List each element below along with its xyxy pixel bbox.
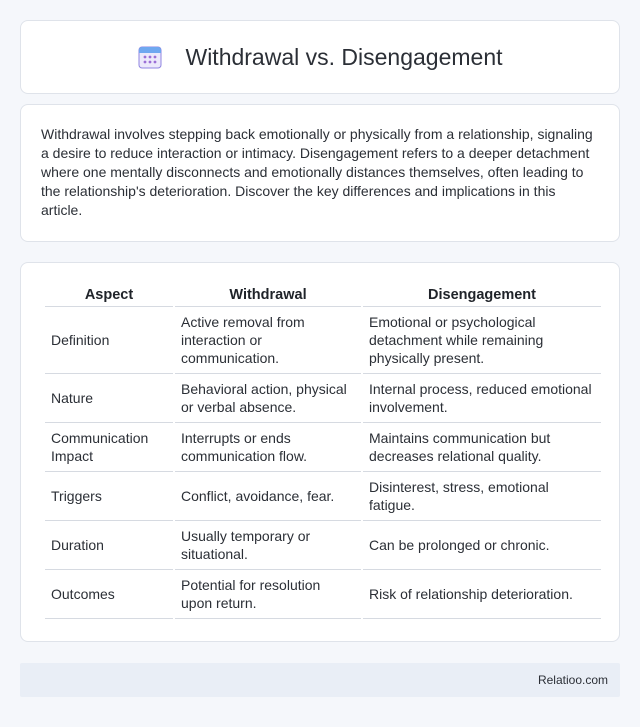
page-title: Withdrawal vs. Disengagement: [185, 43, 503, 70]
footer-brand[interactable]: Relatioo.com: [537, 673, 608, 687]
intro-card: [20, 104, 620, 242]
cell-disengagement: Maintains communication but decreases relational quality.: [363, 423, 601, 472]
cell-aspect: Definition: [45, 307, 173, 374]
cell-withdrawal: Interrupts or ends communication flow.: [175, 423, 361, 472]
cell-disengagement: Internal process, reduced emotional involvement.: [363, 374, 601, 423]
cell-aspect: Triggers: [45, 472, 173, 521]
cell-withdrawal: Potential for resolution upon return.: [175, 570, 361, 619]
cell-withdrawal: Behavioral action, physical or verbal absence.: [175, 374, 361, 423]
cell-aspect: Nature: [45, 374, 173, 423]
cell-disengagement: Disinterest, stress, emotional fatigue.: [363, 472, 601, 521]
table-row: [45, 374, 601, 423]
header-disengagement: Disengagement: [363, 285, 601, 307]
header-withdrawal: Withdrawal: [175, 285, 361, 307]
cell-aspect: Communication Impact: [45, 423, 173, 472]
cell-withdrawal: Usually temporary or situational.: [175, 521, 361, 570]
table-row: [45, 307, 601, 374]
intro-paragraph: Withdrawal involves stepping back emotionally or physically from a relationship, signaling a desire to reduce interaction or intimacy. Disengagement refers to a deeper detachment where one mentally disconnects and emotionally distances themselves, often leading to the relationship's deterioration. Discover the key differences and implications in this article.: [41, 126, 593, 218]
comparison-table: [43, 285, 603, 619]
cell-disengagement: Emotional or psychological detachment while remaining physically present.: [363, 307, 601, 374]
header-aspect: Aspect: [45, 285, 173, 307]
cell-aspect: Duration: [45, 521, 173, 570]
table-row: [45, 521, 601, 570]
cell-disengagement: Can be prolonged or chronic.: [363, 521, 601, 570]
table-row: [45, 570, 601, 619]
calendar-icon: [137, 44, 163, 70]
comparison-table-card: [20, 262, 620, 642]
table-row: [45, 423, 601, 472]
cell-disengagement: Risk of relationship deterioration.: [363, 570, 601, 619]
cell-withdrawal: Active removal from interaction or communication.: [175, 307, 361, 374]
table-header-row: [45, 285, 601, 307]
footer: [20, 663, 620, 697]
cell-aspect: Outcomes: [45, 570, 173, 619]
cell-withdrawal: Conflict, avoidance, fear.: [175, 472, 361, 521]
title-card: [20, 20, 620, 94]
table-row: [45, 472, 601, 521]
